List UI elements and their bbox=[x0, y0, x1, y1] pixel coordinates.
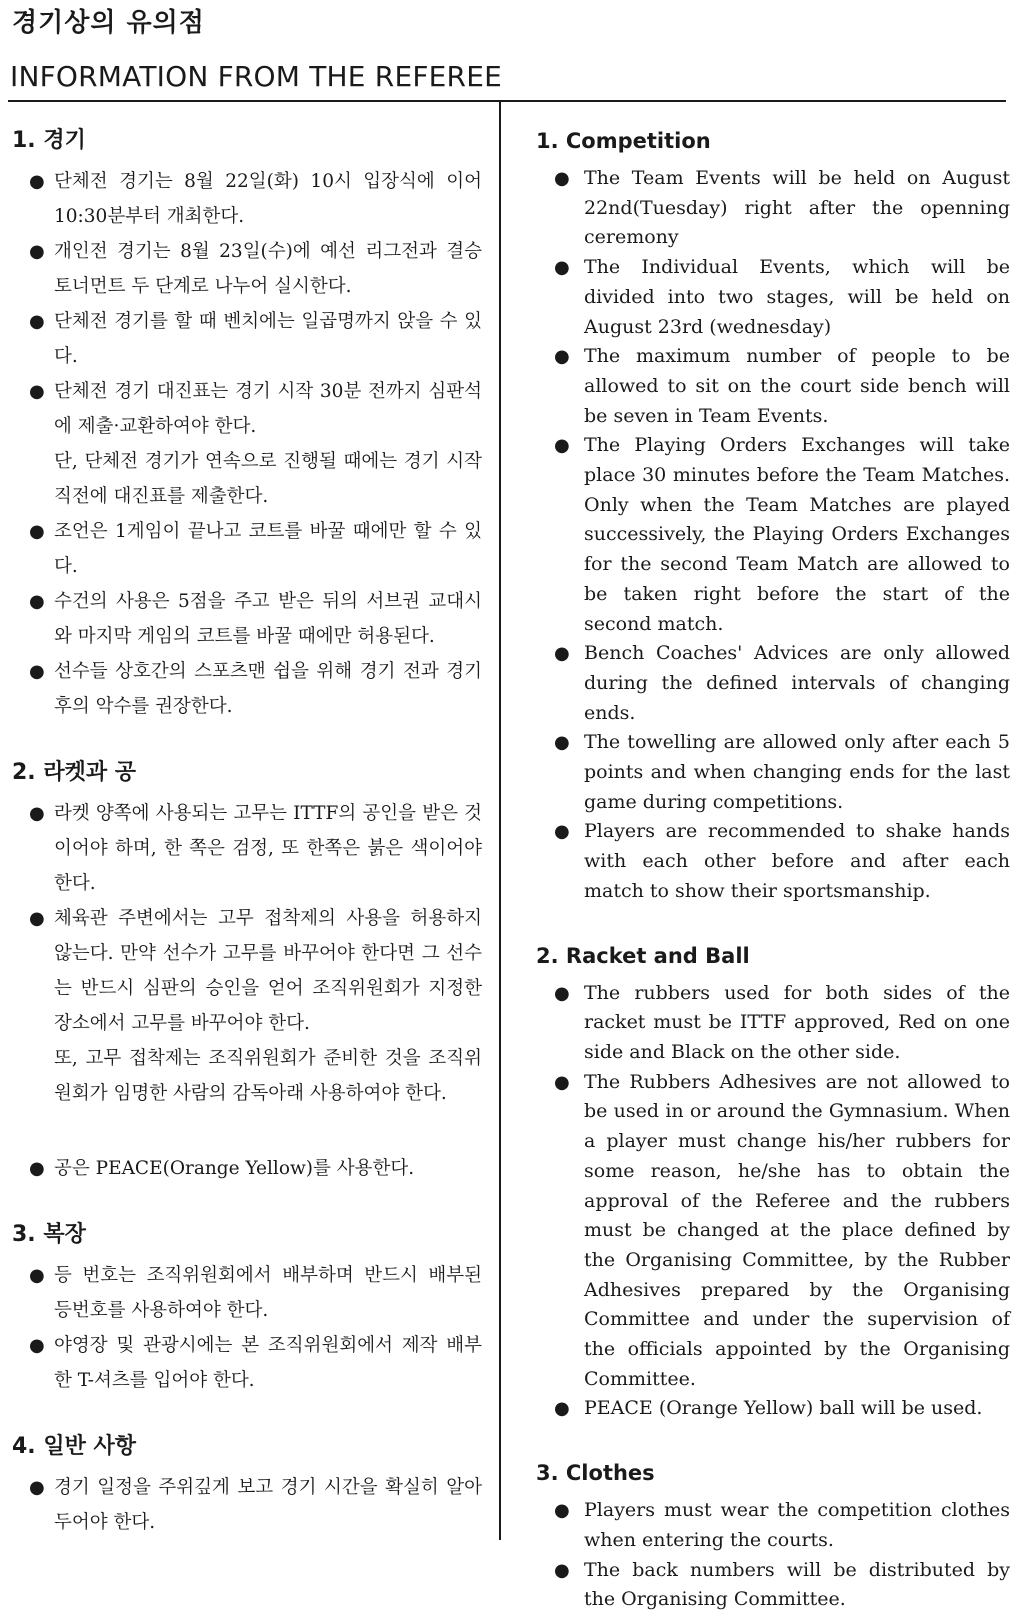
list-item: ● The rubbers used for both sides of the racket must be ITTF approved, Red on one side and Black on the other side. bbox=[536, 979, 1010, 1068]
page-title-english: INFORMATION FROM THE REFEREE bbox=[10, 60, 502, 93]
section-heading-en-1: 1. Competition bbox=[536, 129, 711, 153]
list-note: 단, 단체전 경기가 연속으로 진행될 때에는 경기 시작 직전에 대진표를 제출한다. bbox=[54, 451, 482, 507]
list-item: ● PEACE (Orange Yellow) ball will be used. bbox=[536, 1394, 1010, 1424]
section-heading-kr-2: 2. 라켓과 공 bbox=[12, 760, 136, 785]
bullet-icon: ● bbox=[554, 1500, 570, 1522]
column-divider bbox=[499, 100, 501, 1540]
page-title-korean: 경기상의 유의점 bbox=[12, 8, 205, 38]
list-item: ● 개인전 경기는 8월 23일(수)에 예선 리그전과 결승 토너먼트 두 단계로 나누어 실시한다. bbox=[12, 234, 482, 304]
bullet-icon: ● bbox=[29, 803, 45, 824]
bullet-icon: ● bbox=[554, 1559, 570, 1581]
list-item: ● Bench Coaches' Advices are only allowed during the defined intervals of changing ends. bbox=[536, 639, 1010, 728]
list-item: ● 단체전 경기는 8월 22일(화) 10시 입장식에 이어 10:30분부터 개최한다. bbox=[12, 164, 482, 234]
bullet-icon: ● bbox=[554, 821, 570, 843]
korean-column bbox=[12, 126, 482, 1540]
bullet-icon: ● bbox=[29, 1158, 45, 1179]
list-item: ● 체육관 주변에서는 고무 접착제의 사용을 허용하지 않는다. 만약 선수가 고무를 바꾸어야 한다면 그 선수는 반드시 심판의 승인을 얻어 조직위원회가 지정한 장소에서 고무를 바꾸어야 한다. bbox=[12, 901, 482, 1041]
bullet-icon: ● bbox=[554, 643, 570, 665]
bullet-icon: ● bbox=[29, 591, 45, 612]
bullet-icon: ● bbox=[554, 732, 570, 754]
section-heading-kr-1: 1. 경기 bbox=[12, 128, 86, 153]
list-item: ● 수건의 사용은 5점을 주고 받은 뒤의 서브권 교대시와 마지막 게임의 코트를 바꿀 때에만 허용된다. bbox=[12, 584, 482, 654]
bullet-icon: ● bbox=[554, 257, 570, 279]
list-item: ● 선수들 상호간의 스포츠맨 쉽을 위해 경기 전과 경기 후의 악수를 권장한다. bbox=[12, 654, 482, 724]
bullet-icon: ● bbox=[554, 435, 570, 457]
bullet-icon: ● bbox=[29, 1265, 45, 1286]
section-heading-en-2: 2. Racket and Ball bbox=[536, 943, 750, 968]
header-divider bbox=[8, 100, 1006, 102]
list-item: ● The Individual Events, which will be divided into two stages, will be held on August 23rd (wednesday) bbox=[536, 253, 1010, 342]
list-item: ● The maximum number of people to be allowed to sit on the court side bench will be seven in Team Events. bbox=[536, 342, 1010, 431]
list-item: ● 조언은 1게임이 끝나고 코트를 바꿀 때에만 할 수 있다. bbox=[12, 514, 482, 584]
section-heading-kr-3: 3. 복장 bbox=[12, 1222, 86, 1247]
list-item: ● The back numbers will be distributed by the Organising Committee. bbox=[536, 1556, 1010, 1615]
section-heading-en-3: 3. Clothes bbox=[536, 1461, 655, 1486]
bullet-icon: ● bbox=[29, 661, 45, 682]
list-item: ● 경기 일정을 주위깊게 보고 경기 시간을 확실히 알아두어야 한다. bbox=[12, 1470, 482, 1540]
list-item: ● 라켓 양쪽에 사용되는 고무는 ITTF의 공인을 받은 것이어야 하며, 한 쪽은 검정, 또 한쪽은 붉은 색이어야 한다. bbox=[12, 796, 482, 901]
list-item: ● 공은 PEACE(Orange Yellow)를 사용한다. bbox=[12, 1151, 482, 1186]
list-item: ● 야영장 및 관광시에는 본 조직위원회에서 제작 배부한 T-셔츠를 입어야 한다. bbox=[12, 1328, 482, 1398]
bullet-icon: ● bbox=[29, 311, 45, 332]
bullet-icon: ● bbox=[554, 982, 570, 1004]
list-item: ● Players are recommended to shake hands with each other before and after each match to show their sportsmanship. bbox=[536, 817, 1010, 906]
bullet-icon: ● bbox=[29, 171, 45, 192]
list-item: ● Players must wear the competition clothes when entering the courts. bbox=[536, 1496, 1010, 1555]
bullet-icon: ● bbox=[29, 241, 45, 262]
bullet-icon: ● bbox=[29, 521, 45, 542]
list-item: ● The towelling are allowed only after each 5 points and when changing ends for the last game during competitions. bbox=[536, 728, 1010, 817]
list-item: ● 단체전 경기를 할 때 벤치에는 일곱명까지 앉을 수 있다. bbox=[12, 304, 482, 374]
bullet-icon: ● bbox=[29, 908, 45, 929]
bullet-icon: ● bbox=[554, 1398, 570, 1420]
bullet-icon: ● bbox=[554, 168, 570, 189]
list-item: ● 등 번호는 조직위원회에서 배부하며 반드시 배부된 등번호를 사용하여야 한다. bbox=[12, 1258, 482, 1328]
bullet-icon: ● bbox=[554, 1071, 570, 1093]
bullet-icon: ● bbox=[29, 1335, 45, 1356]
list-item: ● The Playing Orders Exchanges will take place 30 minutes before the Team Matches. Only when the Team Matches are played successively, the Playing Orders Exchanges for the second Team Match are allowed to be taken right before the start of the second match. bbox=[536, 431, 1010, 639]
english-column bbox=[536, 126, 1010, 1615]
bullet-icon: ● bbox=[29, 1477, 45, 1498]
list-item: ● 단체전 경기 대진표는 경기 시작 30분 전까지 심판석에 제출·교환하여야 한다. bbox=[12, 374, 482, 444]
section-heading-kr-4: 4. 일반 사항 bbox=[12, 1434, 136, 1459]
list-item: ● The Team Events will be held on August 22nd(Tuesday) right after the openning ceremony bbox=[536, 164, 1010, 253]
bullet-icon: ● bbox=[554, 346, 570, 368]
bullet-icon: ● bbox=[29, 381, 45, 402]
list-note: 또, 고무 접착제는 조직위원회가 준비한 것을 조직위원회가 임명한 사람의 감독아래 사용하여야 한다. bbox=[54, 1048, 482, 1104]
list-item: ● The Rubbers Adhesives are not allowed to be used in or around the Gymnasium. When a player must change his/her rubbers for some reason, he/she has to obtain the approval of the Referee and the rubbers must be changed at the place defined by the Organising Committee, by the Rubber Adhesives prepared by the Organising Committee and under the supervision of the officials appointed by the Organising Committee. bbox=[536, 1068, 1010, 1395]
